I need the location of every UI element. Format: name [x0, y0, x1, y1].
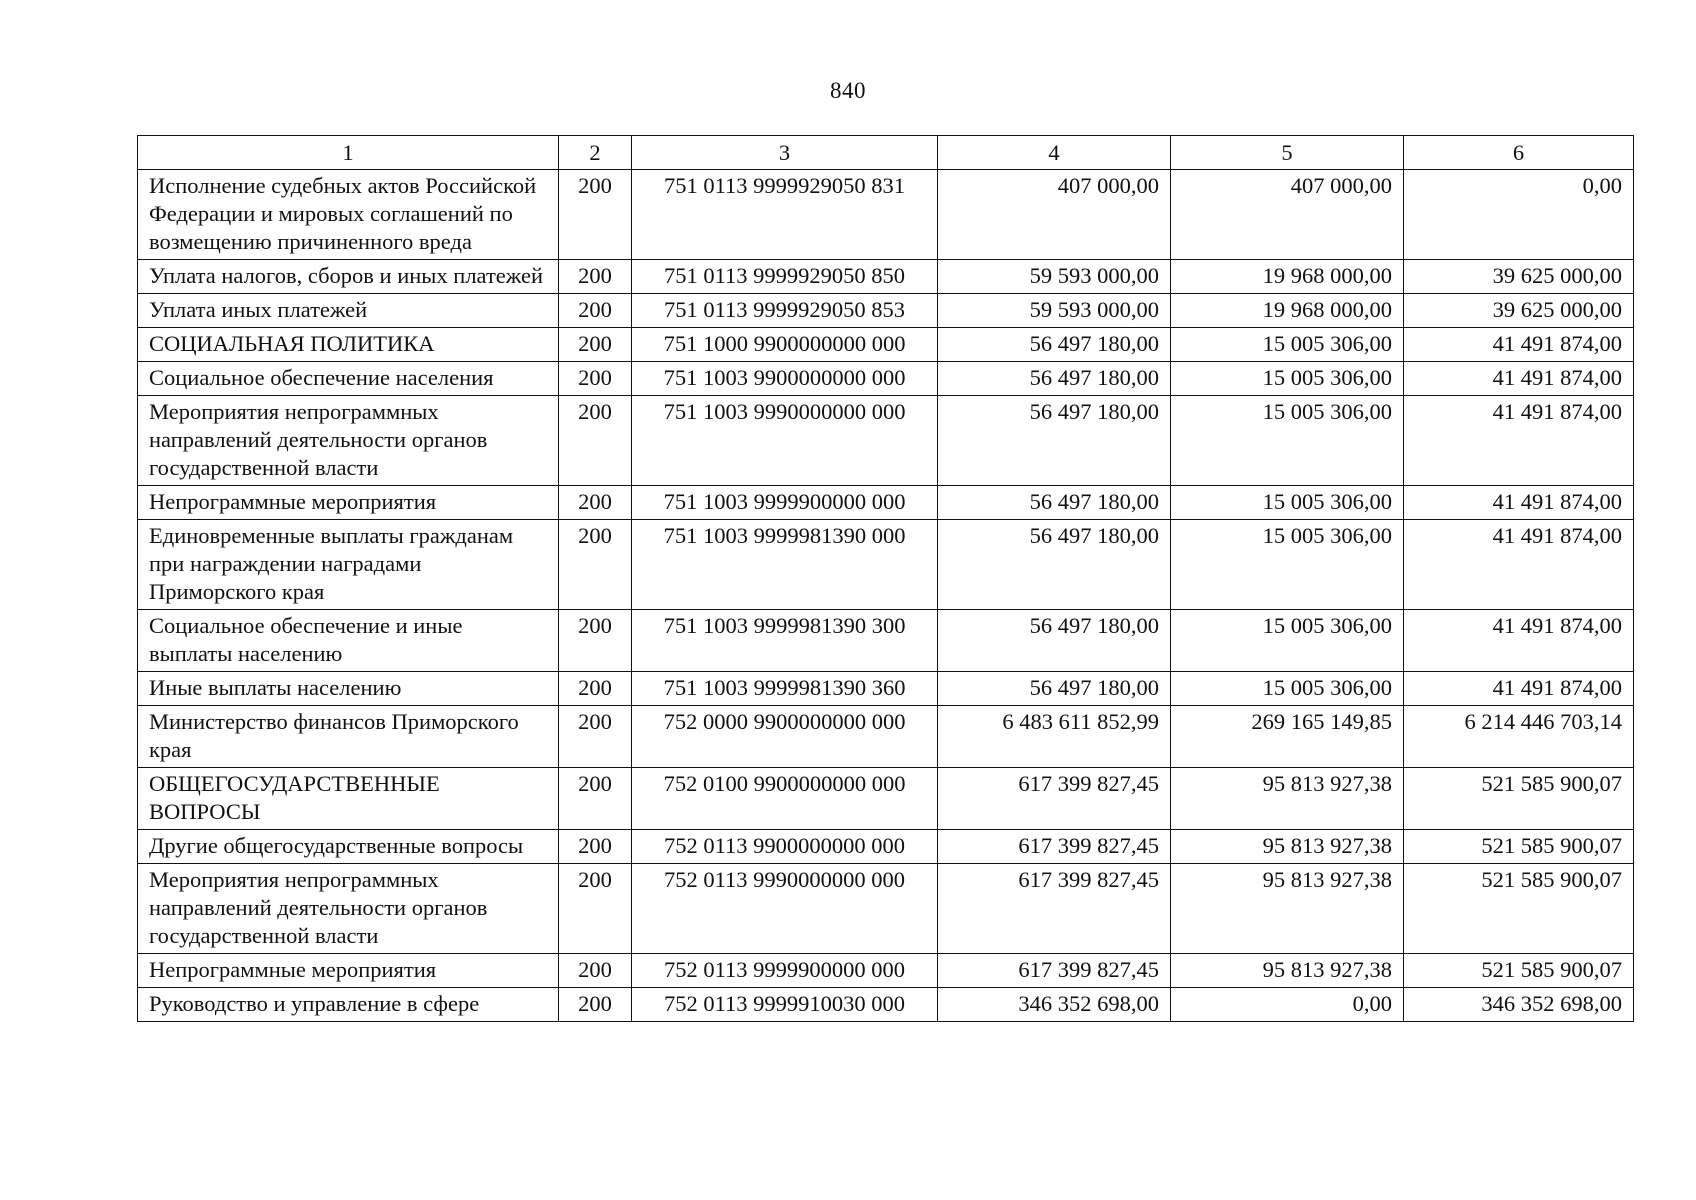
table-row [138, 706, 1634, 768]
column-header: 6 [1404, 136, 1634, 170]
table-row [138, 294, 1634, 328]
row-classification: 751 0113 9999929050 850 [632, 260, 938, 294]
row-code: 200 [559, 988, 632, 1022]
row-code: 200 [559, 362, 632, 396]
row-col5: 15 005 306,00 [1171, 328, 1404, 362]
row-col5: 0,00 [1171, 988, 1404, 1022]
row-col6: 521 585 900,07 [1404, 830, 1634, 864]
row-col5: 95 813 927,38 [1171, 864, 1404, 954]
row-code: 200 [559, 610, 632, 672]
row-col4: 617 399 827,45 [938, 768, 1171, 830]
row-col4: 6 483 611 852,99 [938, 706, 1171, 768]
row-name: Иные выплаты населению [138, 672, 559, 706]
row-name: Мероприятия непрограммных направлений деятельности органов государственной власти [138, 864, 559, 954]
table-row [138, 328, 1634, 362]
row-classification: 751 1003 9900000000 000 [632, 362, 938, 396]
row-col6: 41 491 874,00 [1404, 328, 1634, 362]
row-code: 200 [559, 706, 632, 768]
row-classification: 752 0000 9900000000 000 [632, 706, 938, 768]
row-col4: 59 593 000,00 [938, 260, 1171, 294]
table-row [138, 260, 1634, 294]
row-col5: 95 813 927,38 [1171, 768, 1404, 830]
row-name: Уплата иных платежей [138, 294, 559, 328]
row-code: 200 [559, 954, 632, 988]
row-classification: 751 0113 9999929050 831 [632, 170, 938, 260]
row-name: СОЦИАЛЬНАЯ ПОЛИТИКА [138, 328, 559, 362]
table-row [138, 768, 1634, 830]
row-name: Непрограммные мероприятия [138, 954, 559, 988]
row-col6: 41 491 874,00 [1404, 396, 1634, 486]
row-classification: 751 0113 9999929050 853 [632, 294, 938, 328]
row-code: 200 [559, 520, 632, 610]
header-row [138, 136, 1634, 170]
row-col5: 19 968 000,00 [1171, 260, 1404, 294]
budget-table [137, 135, 1634, 1022]
row-name: Социальное обеспечение и иные выплаты населению [138, 610, 559, 672]
table-row [138, 672, 1634, 706]
row-col6: 521 585 900,07 [1404, 864, 1634, 954]
column-header: 1 [138, 136, 559, 170]
row-name: Мероприятия непрограммных направлений деятельности органов государственной власти [138, 396, 559, 486]
table-row [138, 486, 1634, 520]
row-col6: 39 625 000,00 [1404, 260, 1634, 294]
row-code: 200 [559, 396, 632, 486]
row-col6: 41 491 874,00 [1404, 486, 1634, 520]
row-classification: 752 0113 9999910030 000 [632, 988, 938, 1022]
table-body [138, 170, 1634, 1022]
row-col4: 59 593 000,00 [938, 294, 1171, 328]
row-classification: 752 0113 9999900000 000 [632, 954, 938, 988]
row-classification: 752 0100 9900000000 000 [632, 768, 938, 830]
row-classification: 751 1000 9900000000 000 [632, 328, 938, 362]
row-col4: 56 497 180,00 [938, 328, 1171, 362]
row-name: Министерство финансов Приморского края [138, 706, 559, 768]
column-header: 2 [559, 136, 632, 170]
row-name: Социальное обеспечение населения [138, 362, 559, 396]
row-classification: 751 1003 9990000000 000 [632, 396, 938, 486]
row-col6: 41 491 874,00 [1404, 610, 1634, 672]
row-code: 200 [559, 864, 632, 954]
page-number: 840 [830, 78, 866, 103]
row-code: 200 [559, 328, 632, 362]
row-name: Непрограммные мероприятия [138, 486, 559, 520]
table-row [138, 954, 1634, 988]
row-classification: 752 0113 9990000000 000 [632, 864, 938, 954]
row-col6: 41 491 874,00 [1404, 520, 1634, 610]
row-col4: 56 497 180,00 [938, 520, 1171, 610]
row-classification: 751 1003 9999981390 300 [632, 610, 938, 672]
row-col6: 39 625 000,00 [1404, 294, 1634, 328]
row-col4: 56 497 180,00 [938, 672, 1171, 706]
row-col6: 346 352 698,00 [1404, 988, 1634, 1022]
row-col4: 56 497 180,00 [938, 396, 1171, 486]
row-col5: 95 813 927,38 [1171, 830, 1404, 864]
row-col6: 41 491 874,00 [1404, 362, 1634, 396]
row-col5: 15 005 306,00 [1171, 610, 1404, 672]
row-classification: 751 1003 9999981390 360 [632, 672, 938, 706]
row-name: ОБЩЕГОСУДАРСТВЕННЫЕ ВОПРОСЫ [138, 768, 559, 830]
row-name: Другие общегосударственные вопросы [138, 830, 559, 864]
row-code: 200 [559, 294, 632, 328]
table-row [138, 362, 1634, 396]
row-col5: 95 813 927,38 [1171, 954, 1404, 988]
row-classification: 751 1003 9999981390 000 [632, 520, 938, 610]
row-col5: 15 005 306,00 [1171, 520, 1404, 610]
column-header: 3 [632, 136, 938, 170]
row-col6: 521 585 900,07 [1404, 768, 1634, 830]
table-header [138, 136, 1634, 170]
row-col5: 407 000,00 [1171, 170, 1404, 260]
row-code: 200 [559, 260, 632, 294]
row-col5: 19 968 000,00 [1171, 294, 1404, 328]
table-row [138, 396, 1634, 486]
row-classification: 752 0113 9900000000 000 [632, 830, 938, 864]
row-code: 200 [559, 170, 632, 260]
column-header: 4 [938, 136, 1171, 170]
row-code: 200 [559, 830, 632, 864]
row-col5: 15 005 306,00 [1171, 362, 1404, 396]
row-name: Уплата налогов, сборов и иных платежей [138, 260, 559, 294]
row-col5: 15 005 306,00 [1171, 486, 1404, 520]
row-col4: 346 352 698,00 [938, 988, 1171, 1022]
row-col6: 0,00 [1404, 170, 1634, 260]
row-code: 200 [559, 768, 632, 830]
row-col5: 15 005 306,00 [1171, 396, 1404, 486]
column-header: 5 [1171, 136, 1404, 170]
row-classification: 751 1003 9999900000 000 [632, 486, 938, 520]
row-col4: 617 399 827,45 [938, 830, 1171, 864]
row-col5: 269 165 149,85 [1171, 706, 1404, 768]
row-name: Руководство и управление в сфере [138, 988, 559, 1022]
table-row [138, 610, 1634, 672]
row-col6: 41 491 874,00 [1404, 672, 1634, 706]
row-col4: 407 000,00 [938, 170, 1171, 260]
row-col6: 521 585 900,07 [1404, 954, 1634, 988]
row-col5: 15 005 306,00 [1171, 672, 1404, 706]
table-row [138, 520, 1634, 610]
row-code: 200 [559, 486, 632, 520]
table-row [138, 864, 1634, 954]
row-col4: 56 497 180,00 [938, 362, 1171, 396]
row-col4: 617 399 827,45 [938, 864, 1171, 954]
row-col4: 56 497 180,00 [938, 610, 1171, 672]
row-code: 200 [559, 672, 632, 706]
table-row [138, 988, 1634, 1022]
row-name: Единовременные выплаты гражданам при награждении наградами Приморского края [138, 520, 559, 610]
row-col6: 6 214 446 703,14 [1404, 706, 1634, 768]
row-col4: 56 497 180,00 [938, 486, 1171, 520]
table-row [138, 170, 1634, 260]
table-row [138, 830, 1634, 864]
row-name: Исполнение судебных актов Российской Федерации и мировых соглашений по возмещению причиненного вреда [138, 170, 559, 260]
row-col4: 617 399 827,45 [938, 954, 1171, 988]
